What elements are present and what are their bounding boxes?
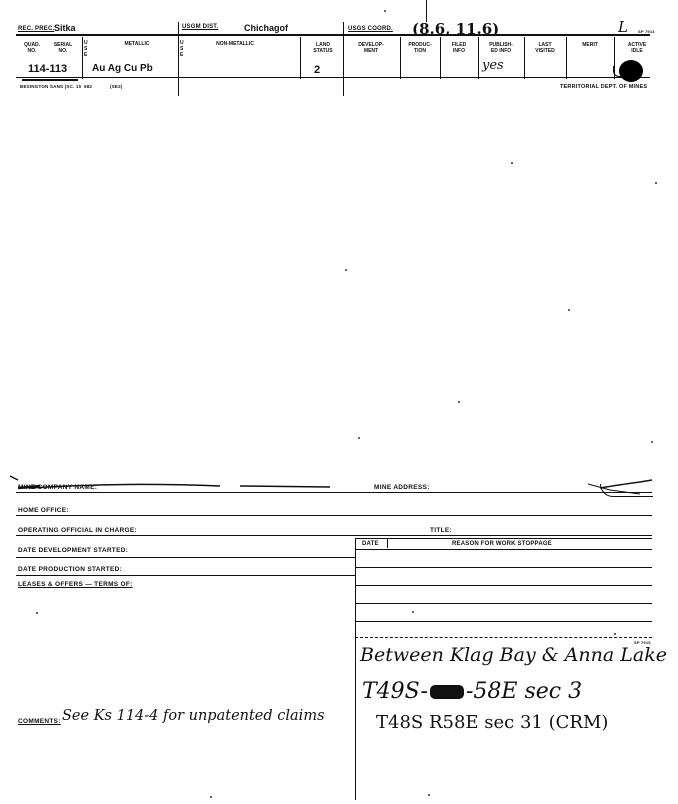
corner-curl — [600, 484, 653, 497]
mine-address-label: MINE ADDRESS: — [374, 484, 430, 491]
top-rule — [16, 34, 650, 36]
merit-header: MERIT — [582, 42, 598, 48]
rule — [355, 567, 652, 568]
development-header: DEVELOP- MENT — [358, 42, 384, 54]
rule — [16, 492, 652, 493]
rule — [16, 575, 355, 576]
note-line-2-start: T49S- — [362, 679, 428, 704]
speck — [210, 796, 212, 798]
rule — [16, 557, 355, 558]
leases-label: LEASES & OFFERS — TERMS OF: — [18, 581, 133, 588]
speck — [36, 612, 38, 614]
speck — [655, 182, 657, 184]
divider — [387, 538, 388, 548]
comments-value: See Ks 114-4 for unpatented claims — [62, 708, 325, 724]
land-status-header: LAND STATUS — [313, 42, 333, 54]
metallic-header: METALLIC — [124, 41, 150, 47]
divider — [343, 22, 344, 96]
rule — [355, 637, 652, 638]
rec-prec-value: Sitka — [54, 23, 76, 33]
divider — [178, 22, 179, 96]
rule — [355, 621, 652, 622]
usgs-coord-label: USGS COORD. — [348, 26, 393, 32]
divider — [82, 37, 83, 79]
speck — [511, 162, 513, 164]
divider — [440, 37, 441, 79]
speck — [384, 10, 386, 12]
last-visited-header: LAST VISITED — [535, 42, 555, 54]
rule — [16, 535, 652, 536]
speck — [651, 441, 653, 443]
note-line-2-end: -58E sec 3 — [465, 679, 583, 704]
speck — [458, 401, 460, 403]
nonmetallic-header: NON-METALLIC — [216, 41, 254, 47]
usgm-dist-value: Chichagof — [244, 23, 288, 33]
footer-mid-1: 682 — [84, 84, 93, 89]
back-form-number: SP 7915 — [634, 640, 651, 645]
quad-header: QUAD. NO. — [23, 42, 41, 54]
speck — [345, 269, 347, 271]
land-status-value: 2 — [314, 64, 321, 76]
speck — [568, 309, 570, 311]
panel-divider — [355, 538, 356, 800]
rule — [16, 515, 652, 516]
operating-official-label: OPERATING OFFICIAL IN CHARGE: — [18, 527, 137, 534]
rule — [355, 538, 652, 539]
rec-prec-label: REC. PREC. — [18, 26, 55, 32]
rule — [355, 549, 652, 550]
date-production-label: DATE PRODUCTION STARTED: — [18, 566, 123, 573]
divider — [478, 37, 479, 79]
row-underline — [22, 79, 78, 81]
title-label: TITLE: — [430, 527, 453, 534]
speck — [428, 794, 430, 796]
metallic-value: Au Ag Cu Pb — [92, 63, 153, 74]
metallic-prefix: U S E — [84, 40, 88, 58]
reason-header: REASON FOR WORK STOPPAGE — [452, 541, 552, 547]
footer-mid-2: (SE2) — [110, 84, 123, 89]
divider — [566, 37, 567, 79]
home-office-label: HOME OFFICE: — [18, 507, 69, 514]
mine-company-name-label: MINE COMPANY NAME: — [18, 484, 98, 491]
row-underline — [16, 77, 650, 78]
production-header: PRODUC- TION — [408, 42, 432, 54]
note-line-3: T48S R58E sec 31 (CRM) — [376, 712, 609, 733]
divider — [300, 37, 301, 79]
date-development-label: DATE DEVELOPMENT STARTED: — [18, 547, 129, 554]
nonmetallic-prefix: U S E — [180, 40, 184, 58]
usgm-dist-label: USGM DIST. — [182, 24, 219, 30]
footer-right: TERRITORIAL DEPT. OF MINES — [560, 84, 648, 90]
note-line-1: Between Klag Bay & Anna Lake — [360, 644, 667, 666]
serial-header: SERIAL NO. — [53, 42, 73, 54]
quad-serial-value: 114-113 — [28, 63, 68, 75]
rule — [355, 585, 652, 586]
published-info-header: PUBLISH- ED INFO — [489, 42, 513, 54]
comments-label: COMMENTS: — [18, 718, 61, 725]
footer-left: BESINGTON SANS (SC. 10 — [20, 84, 82, 89]
corner-mark: L — [618, 18, 628, 36]
active-idle-tick — [613, 66, 622, 77]
registration-mark — [426, 0, 427, 22]
divider — [524, 37, 525, 79]
note-line-2 — [362, 678, 582, 704]
active-idle-mark — [619, 60, 643, 82]
usgs-coord-value: (8.6, 11.6) — [412, 20, 500, 38]
divider — [400, 37, 401, 79]
published-info-value: yes — [482, 58, 504, 73]
date-header: DATE — [362, 541, 379, 547]
scribble-mark — [430, 685, 464, 699]
speck — [358, 437, 360, 439]
active-idle-header: ACTIVE IDLE — [627, 42, 647, 54]
speck — [614, 633, 616, 635]
rule — [355, 603, 652, 604]
speck — [412, 611, 414, 613]
filed-info-header: FILED INFO — [451, 42, 467, 54]
form-number: SP 7914 — [638, 29, 655, 34]
